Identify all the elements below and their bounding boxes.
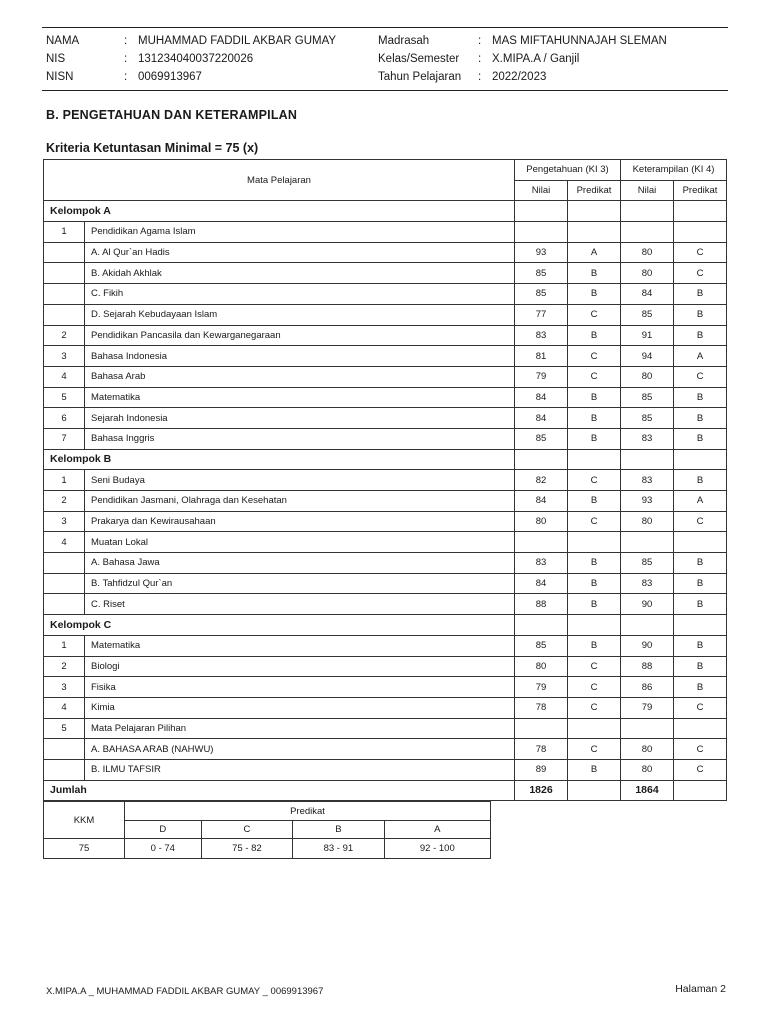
table-row bbox=[44, 553, 727, 574]
pengetahuan-nilai: 88 bbox=[515, 594, 568, 615]
row-number: 3 bbox=[44, 511, 85, 532]
pengetahuan-nilai: 89 bbox=[515, 759, 568, 780]
group-name: Kelompok B bbox=[44, 449, 515, 470]
keterampilan-nilai: 80 bbox=[621, 759, 674, 780]
pengetahuan-predikat: C bbox=[568, 656, 621, 677]
pengetahuan-predikat: B bbox=[568, 263, 621, 284]
keterampilan-predikat: C bbox=[674, 242, 727, 263]
subject-name: A. Bahasa Jawa bbox=[85, 553, 515, 574]
table-row bbox=[44, 697, 727, 718]
grade-b: B bbox=[293, 821, 384, 839]
section-title: B. PENGETAHUAN DAN KETERAMPILAN bbox=[46, 108, 298, 122]
pengetahuan-predikat: B bbox=[568, 759, 621, 780]
pengetahuan-predikat: C bbox=[568, 511, 621, 532]
keterampilan-predikat: B bbox=[674, 635, 727, 656]
row-number: 4 bbox=[44, 532, 85, 553]
pengetahuan-predikat bbox=[568, 718, 621, 739]
kkm-table bbox=[43, 801, 491, 859]
pengetahuan-nilai: 83 bbox=[515, 553, 568, 574]
row-number: 6 bbox=[44, 408, 85, 429]
row-number: 1 bbox=[44, 635, 85, 656]
total-label: Jumlah bbox=[44, 780, 515, 801]
info-label: Kelas/Semester bbox=[378, 53, 460, 65]
row-number bbox=[44, 553, 85, 574]
pengetahuan-nilai bbox=[515, 222, 568, 243]
subject-name: Mata Pelajaran Pilihan bbox=[85, 718, 515, 739]
footer-student-id: X.MIPA.A _ MUHAMMAD FADDIL AKBAR GUMAY _ 0069913967 bbox=[46, 986, 324, 997]
grades-table bbox=[43, 159, 727, 801]
page-number: Halaman 2 bbox=[675, 983, 726, 995]
total-keterampilan: 1864 bbox=[621, 780, 674, 801]
table-row bbox=[44, 366, 727, 387]
keterampilan-nilai: 94 bbox=[621, 346, 674, 367]
pengetahuan-predikat: C bbox=[568, 346, 621, 367]
table-row bbox=[44, 346, 727, 367]
empty-cell bbox=[515, 615, 568, 636]
grade-d: D bbox=[125, 821, 202, 839]
empty-cell bbox=[568, 201, 621, 222]
subject-name: Bahasa Inggris bbox=[85, 428, 515, 449]
keterampilan-nilai: 91 bbox=[621, 325, 674, 346]
keterampilan-predikat: A bbox=[674, 491, 727, 512]
header-pengetahuan: Pengetahuan (KI 3) bbox=[515, 160, 621, 181]
keterampilan-predikat: B bbox=[674, 284, 727, 305]
row-number: 2 bbox=[44, 656, 85, 677]
keterampilan-predikat bbox=[674, 532, 727, 553]
subject-name: Prakarya dan Kewirausahaan bbox=[85, 511, 515, 532]
table-row bbox=[44, 677, 727, 698]
info-colon: : bbox=[478, 71, 482, 83]
row-number: 1 bbox=[44, 470, 85, 491]
pengetahuan-predikat: C bbox=[568, 304, 621, 325]
keterampilan-predikat: B bbox=[674, 594, 727, 615]
row-number: 3 bbox=[44, 346, 85, 367]
keterampilan-predikat: B bbox=[674, 387, 727, 408]
pengetahuan-nilai: 79 bbox=[515, 366, 568, 387]
row-number bbox=[44, 242, 85, 263]
keterampilan-nilai: 83 bbox=[621, 470, 674, 491]
range-b: 83 - 91 bbox=[293, 839, 384, 859]
keterampilan-predikat: B bbox=[674, 656, 727, 677]
info-row-nis bbox=[46, 50, 336, 68]
pengetahuan-predikat bbox=[568, 532, 621, 553]
subject-name: D. Sejarah Kebudayaan Islam bbox=[85, 304, 515, 325]
keterampilan-predikat: B bbox=[674, 304, 727, 325]
empty-cell bbox=[674, 201, 727, 222]
info-label: NISN bbox=[46, 71, 74, 83]
row-number bbox=[44, 284, 85, 305]
pengetahuan-predikat: B bbox=[568, 635, 621, 656]
group-row bbox=[44, 201, 727, 222]
grade-a: A bbox=[384, 821, 490, 839]
keterampilan-nilai: 80 bbox=[621, 366, 674, 387]
table-row bbox=[44, 511, 727, 532]
info-row-madrasah bbox=[378, 32, 667, 50]
empty-cell bbox=[674, 780, 727, 801]
empty-cell bbox=[621, 449, 674, 470]
pengetahuan-predikat: B bbox=[568, 325, 621, 346]
table-row bbox=[44, 573, 727, 594]
pengetahuan-predikat: C bbox=[568, 366, 621, 387]
keterampilan-nilai: 90 bbox=[621, 635, 674, 656]
school-name: MAS MIFTAHUNNAJAH SLEMAN bbox=[492, 35, 667, 47]
pengetahuan-nilai bbox=[515, 718, 568, 739]
pengetahuan-nilai: 78 bbox=[515, 697, 568, 718]
grades-body bbox=[44, 201, 727, 801]
header-nilai: Nilai bbox=[515, 180, 568, 201]
pengetahuan-predikat: C bbox=[568, 677, 621, 698]
keterampilan-nilai bbox=[621, 222, 674, 243]
pengetahuan-nilai: 84 bbox=[515, 408, 568, 429]
pengetahuan-nilai: 77 bbox=[515, 304, 568, 325]
pengetahuan-nilai: 85 bbox=[515, 635, 568, 656]
table-row bbox=[44, 635, 727, 656]
keterampilan-predikat bbox=[674, 222, 727, 243]
pengetahuan-nilai: 93 bbox=[515, 242, 568, 263]
info-row-kelas bbox=[378, 50, 667, 68]
keterampilan-nilai: 85 bbox=[621, 408, 674, 429]
pengetahuan-nilai: 80 bbox=[515, 656, 568, 677]
keterampilan-nilai: 80 bbox=[621, 739, 674, 760]
pengetahuan-nilai: 79 bbox=[515, 677, 568, 698]
info-colon: : bbox=[478, 35, 482, 47]
keterampilan-predikat: B bbox=[674, 553, 727, 574]
pengetahuan-nilai: 78 bbox=[515, 739, 568, 760]
table-row bbox=[44, 759, 727, 780]
pengetahuan-nilai: 83 bbox=[515, 325, 568, 346]
pengetahuan-nilai: 84 bbox=[515, 573, 568, 594]
keterampilan-predikat: B bbox=[674, 677, 727, 698]
pengetahuan-predikat: C bbox=[568, 697, 621, 718]
row-number bbox=[44, 594, 85, 615]
table-row bbox=[44, 263, 727, 284]
keterampilan-nilai: 80 bbox=[621, 511, 674, 532]
table-row bbox=[44, 594, 727, 615]
keterampilan-nilai: 79 bbox=[621, 697, 674, 718]
subject-name: Matematika bbox=[85, 387, 515, 408]
info-label: Tahun Pelajaran bbox=[378, 71, 462, 83]
row-number bbox=[44, 573, 85, 594]
school-info bbox=[378, 32, 667, 86]
student-info bbox=[46, 32, 336, 86]
row-number: 2 bbox=[44, 325, 85, 346]
keterampilan-predikat bbox=[674, 718, 727, 739]
predikat-label: Predikat bbox=[125, 802, 491, 821]
subject-name: Pendidikan Agama Islam bbox=[85, 222, 515, 243]
row-number: 5 bbox=[44, 718, 85, 739]
subject-name: Bahasa Arab bbox=[85, 366, 515, 387]
header-predikat: Predikat bbox=[568, 180, 621, 201]
table-row bbox=[44, 284, 727, 305]
grade-c: C bbox=[201, 821, 292, 839]
keterampilan-predikat: B bbox=[674, 325, 727, 346]
info-colon: : bbox=[124, 53, 128, 65]
table-row bbox=[44, 408, 727, 429]
subject-name: Matematika bbox=[85, 635, 515, 656]
info-label: Madrasah bbox=[378, 35, 430, 47]
empty-cell bbox=[621, 615, 674, 636]
info-row-tahun bbox=[378, 68, 667, 86]
row-number bbox=[44, 263, 85, 284]
student-nis: 131234040037220026 bbox=[138, 53, 254, 65]
student-name: MUHAMMAD FADDIL AKBAR GUMAY bbox=[138, 35, 337, 47]
table-row bbox=[44, 470, 727, 491]
keterampilan-nilai: 90 bbox=[621, 594, 674, 615]
range-a: 92 - 100 bbox=[384, 839, 490, 859]
row-number: 1 bbox=[44, 222, 85, 243]
keterampilan-nilai: 85 bbox=[621, 304, 674, 325]
subject-name: A. Al Qur`an Hadis bbox=[85, 242, 515, 263]
academic-year: 2022/2023 bbox=[492, 71, 547, 83]
pengetahuan-nilai: 85 bbox=[515, 263, 568, 284]
pengetahuan-nilai: 84 bbox=[515, 387, 568, 408]
row-number: 4 bbox=[44, 366, 85, 387]
pengetahuan-predikat bbox=[568, 222, 621, 243]
student-nisn: 0069913967 bbox=[138, 71, 202, 83]
subject-name: C. Riset bbox=[85, 594, 515, 615]
header-subject: Mata Pelajaran bbox=[44, 160, 515, 201]
pengetahuan-nilai: 84 bbox=[515, 491, 568, 512]
subject-name: Seni Budaya bbox=[85, 470, 515, 491]
subject-name: Fisika bbox=[85, 677, 515, 698]
pengetahuan-nilai: 82 bbox=[515, 470, 568, 491]
header-keterampilan: Keterampilan (KI 4) bbox=[621, 160, 727, 181]
range-c: 75 - 82 bbox=[201, 839, 292, 859]
keterampilan-nilai: 80 bbox=[621, 242, 674, 263]
keterampilan-predikat: C bbox=[674, 511, 727, 532]
keterampilan-nilai: 85 bbox=[621, 387, 674, 408]
keterampilan-nilai: 83 bbox=[621, 573, 674, 594]
info-colon: : bbox=[478, 53, 482, 65]
subject-name: Sejarah Indonesia bbox=[85, 408, 515, 429]
keterampilan-nilai: 83 bbox=[621, 428, 674, 449]
subject-name: A. BAHASA ARAB (NAHWU) bbox=[85, 739, 515, 760]
keterampilan-predikat: A bbox=[674, 346, 727, 367]
subject-name: B. Tahfidzul Qur`an bbox=[85, 573, 515, 594]
keterampilan-predikat: C bbox=[674, 759, 727, 780]
keterampilan-predikat: C bbox=[674, 739, 727, 760]
pengetahuan-predikat: B bbox=[568, 594, 621, 615]
subject-name: Pendidikan Pancasila dan Kewarganegaraan bbox=[85, 325, 515, 346]
header-bottom-rule bbox=[42, 90, 728, 91]
keterampilan-nilai bbox=[621, 532, 674, 553]
header-nilai: Nilai bbox=[621, 180, 674, 201]
keterampilan-predikat: C bbox=[674, 697, 727, 718]
pengetahuan-predikat: B bbox=[568, 408, 621, 429]
row-number: 5 bbox=[44, 387, 85, 408]
keterampilan-predikat: B bbox=[674, 573, 727, 594]
keterampilan-nilai: 84 bbox=[621, 284, 674, 305]
row-number: 3 bbox=[44, 677, 85, 698]
subject-name: B. ILMU TAFSIR bbox=[85, 759, 515, 780]
keterampilan-nilai: 80 bbox=[621, 263, 674, 284]
table-row bbox=[44, 304, 727, 325]
row-number bbox=[44, 739, 85, 760]
info-label: NAMA bbox=[46, 35, 80, 47]
info-row-nama bbox=[46, 32, 336, 50]
pengetahuan-predikat: C bbox=[568, 739, 621, 760]
keterampilan-predikat: B bbox=[674, 428, 727, 449]
table-row bbox=[44, 242, 727, 263]
empty-cell bbox=[568, 615, 621, 636]
pengetahuan-nilai bbox=[515, 532, 568, 553]
subject-name: Muatan Lokal bbox=[85, 532, 515, 553]
table-row bbox=[44, 532, 727, 553]
pengetahuan-predikat: B bbox=[568, 428, 621, 449]
info-colon: : bbox=[124, 35, 128, 47]
row-number: 2 bbox=[44, 491, 85, 512]
table-row bbox=[44, 656, 727, 677]
empty-cell bbox=[568, 449, 621, 470]
kkm-value: 75 bbox=[44, 839, 125, 859]
table-row bbox=[44, 325, 727, 346]
pengetahuan-nilai: 81 bbox=[515, 346, 568, 367]
keterampilan-predikat: B bbox=[674, 408, 727, 429]
empty-cell bbox=[515, 201, 568, 222]
table-row bbox=[44, 718, 727, 739]
table-row bbox=[44, 387, 727, 408]
subject-name: Pendidikan Jasmani, Olahraga dan Kesehatan bbox=[85, 491, 515, 512]
empty-cell bbox=[674, 615, 727, 636]
empty-cell bbox=[515, 449, 568, 470]
class-semester: X.MIPA.A / Ganjil bbox=[492, 53, 580, 65]
pengetahuan-predikat: C bbox=[568, 470, 621, 491]
table-row bbox=[44, 491, 727, 512]
pengetahuan-predikat: B bbox=[568, 387, 621, 408]
pengetahuan-nilai: 85 bbox=[515, 284, 568, 305]
subject-name: C. Fikih bbox=[85, 284, 515, 305]
total-row bbox=[44, 780, 727, 801]
info-label: NIS bbox=[46, 53, 66, 65]
empty-cell bbox=[674, 449, 727, 470]
empty-cell bbox=[621, 201, 674, 222]
keterampilan-nilai: 93 bbox=[621, 491, 674, 512]
subject-name: Biologi bbox=[85, 656, 515, 677]
table-row bbox=[44, 222, 727, 243]
kkm-label: KKM bbox=[44, 802, 125, 839]
row-number: 7 bbox=[44, 428, 85, 449]
subject-name: Bahasa Indonesia bbox=[85, 346, 515, 367]
keterampilan-nilai: 86 bbox=[621, 677, 674, 698]
header-top-rule bbox=[42, 27, 728, 28]
table-row bbox=[44, 739, 727, 760]
pengetahuan-predikat: B bbox=[568, 284, 621, 305]
kkm-title: Kriteria Ketuntasan Minimal = 75 (x) bbox=[46, 141, 259, 155]
keterampilan-predikat: C bbox=[674, 263, 727, 284]
row-number: 4 bbox=[44, 697, 85, 718]
pengetahuan-nilai: 80 bbox=[515, 511, 568, 532]
keterampilan-nilai bbox=[621, 718, 674, 739]
subject-name: B. Akidah Akhlak bbox=[85, 263, 515, 284]
group-row bbox=[44, 449, 727, 470]
pengetahuan-predikat: B bbox=[568, 553, 621, 574]
row-number bbox=[44, 759, 85, 780]
header-predikat: Predikat bbox=[674, 180, 727, 201]
subject-name: Kimia bbox=[85, 697, 515, 718]
group-name: Kelompok C bbox=[44, 615, 515, 636]
row-number bbox=[44, 304, 85, 325]
range-d: 0 - 74 bbox=[125, 839, 202, 859]
keterampilan-predikat: B bbox=[674, 470, 727, 491]
table-row bbox=[44, 428, 727, 449]
info-row-nisn bbox=[46, 68, 336, 86]
total-pengetahuan: 1826 bbox=[515, 780, 568, 801]
keterampilan-nilai: 85 bbox=[621, 553, 674, 574]
empty-cell bbox=[568, 780, 621, 801]
info-colon: : bbox=[124, 71, 128, 83]
pengetahuan-predikat: A bbox=[568, 242, 621, 263]
pengetahuan-predikat: B bbox=[568, 491, 621, 512]
pengetahuan-nilai: 85 bbox=[515, 428, 568, 449]
group-name: Kelompok A bbox=[44, 201, 515, 222]
pengetahuan-predikat: B bbox=[568, 573, 621, 594]
keterampilan-nilai: 88 bbox=[621, 656, 674, 677]
keterampilan-predikat: C bbox=[674, 366, 727, 387]
group-row bbox=[44, 615, 727, 636]
